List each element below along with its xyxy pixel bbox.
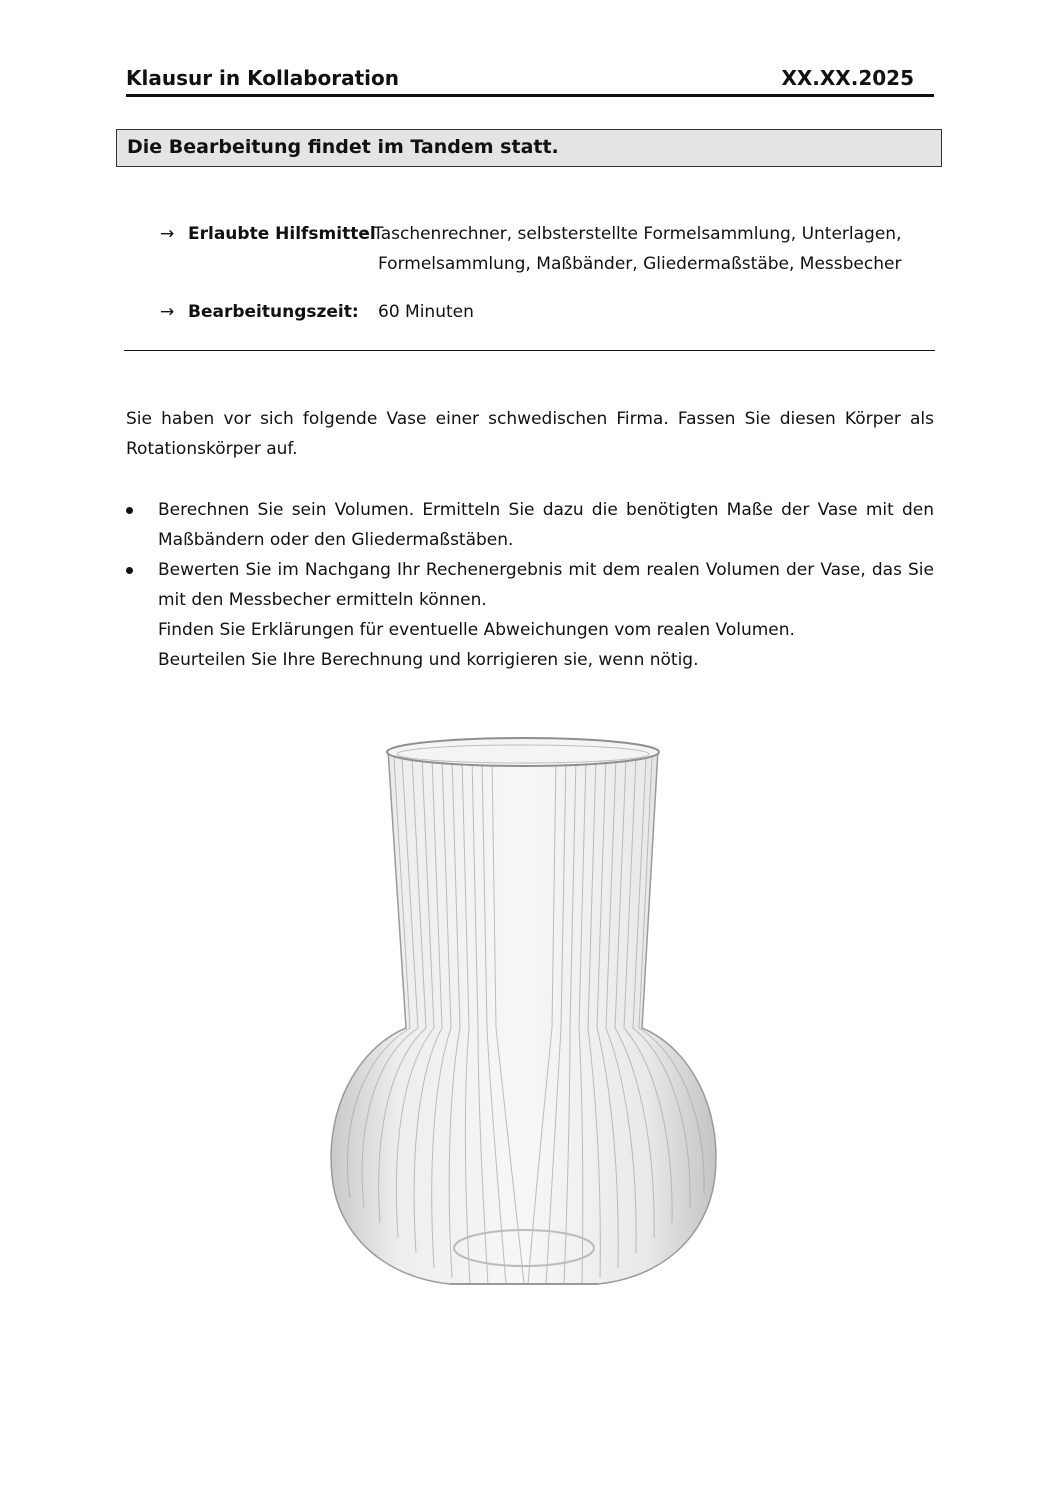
task-extra-line: Beurteilen Sie Ihre Berechnung und korrigieren sie, wenn nötig. <box>158 650 699 670</box>
allowed-aids-label: Erlaubte Hilfsmittel <box>188 224 376 244</box>
arrow-right-icon: → <box>160 302 175 322</box>
tandem-banner <box>116 129 942 167</box>
working-time-label: Bearbeitungszeit: <box>188 302 359 322</box>
task-item <box>126 495 934 555</box>
page-header <box>126 64 934 97</box>
section-divider <box>124 350 935 351</box>
task-intro: Sie haben vor sich folgende Vase einer schwedischen Firma. Fassen Sie diesen Körper als Rotationskörper auf. <box>126 409 934 459</box>
glass-vase-photo <box>330 728 720 1308</box>
task-item <box>126 555 934 615</box>
task-extra-line: Finden Sie Erklärungen für eventuelle Abweichungen vom realen Volumen. <box>158 620 795 640</box>
working-time-row <box>160 297 940 327</box>
allowed-aids-value-line2: Formelsammlung, Maßbänder, Gliedermaßstäbe, Messbecher <box>378 254 902 274</box>
task-text: Bewerten Sie im Nachgang Ihr Rechenergebnis mit dem realen Volumen der Vase, das Sie mit den Messbecher ermitteln können. <box>158 560 934 610</box>
exam-title: Klausur in Kollaboration <box>126 66 400 90</box>
arrow-right-icon: → <box>160 224 175 244</box>
task-list <box>126 495 934 675</box>
bullet-icon <box>126 567 133 574</box>
tandem-banner-text: Die Bearbeitung findet im Tandem statt. <box>127 136 559 158</box>
exam-date: XX.XX.2025 <box>781 66 914 90</box>
task-text: Berechnen Sie sein Volumen. Ermitteln Sie dazu die benötigten Maße der Vase mit den Maßbändern oder den Gliedermaßstäben. <box>158 500 934 550</box>
allowed-aids-row <box>160 219 940 279</box>
bullet-icon <box>126 507 133 514</box>
working-time-value: 60 Minuten <box>378 302 474 322</box>
allowed-aids-value-line1: : Taschenrechner, selbsterstellte Formelsammlung, Unterlagen, <box>362 224 902 244</box>
